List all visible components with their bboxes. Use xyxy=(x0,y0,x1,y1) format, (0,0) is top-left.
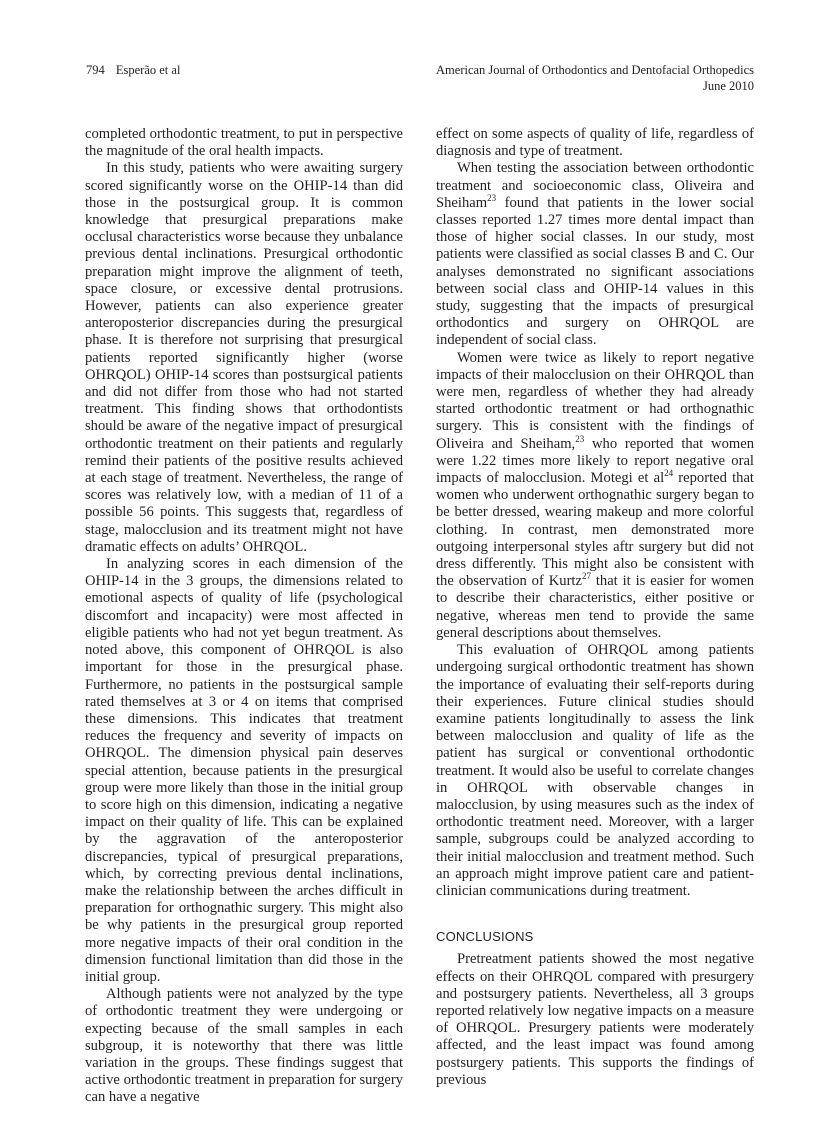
issue-date: June 2010 xyxy=(702,79,754,93)
right-column xyxy=(436,126,754,1089)
journal-title: American Journal of Orthodontics and Dentofacial Orthopedics xyxy=(436,63,754,77)
citation-ref: 23 xyxy=(575,433,585,444)
paragraph xyxy=(436,160,754,349)
running-head-right xyxy=(436,62,754,94)
running-head-left xyxy=(86,62,180,78)
text-run: that it is easier for women to describe their characteristics, either positive or negative, whereas men tend to provide the same general descriptions about themselves. xyxy=(436,573,755,641)
text-run: reported that women who underwent orthognathic surgery began to be better dressed, wearing makeup and more colorful clothing. In contrast, men demonstrated more outgoing interpersonal styles aftr surgery but did not dress differently. This might also be consistent with the observation of Kurtz xyxy=(436,470,754,590)
paragraph xyxy=(436,350,754,642)
paragraph: This evaluation of OHRQOL among patients undergoing surgical orthodontic treatment has shown the importance of evaluating their self-reports during their experiences. Future clinical studies should examine patients longitudinally to assess the link between malocclusion and quality of life as the patient has surgical or conventional orthodontic treatment. It would also be useful to correlate changes in OHRQOL with observable changes in malocclusion, by using measures such as the index of orthodontic treatment need. Moreover, with a larger sample, subgroups could be analyzed according to their initial malocclusion and treatment method. Such an approach might improve patient care and patient-clinician communications during treatment. xyxy=(436,642,754,899)
citation-ref: 24 xyxy=(664,468,674,479)
citation-ref: 27 xyxy=(581,571,591,582)
paragraph: Although patients were not analyzed by the type of orthodontic treatment they were undergoing or expecting because of the small samples in each subgroup, it is noteworthy that there was little variation in the groups. These findings suggest that active orthodontic treatment in preparation for surgery can have a negative xyxy=(85,986,403,1106)
page-number: 794 xyxy=(86,63,105,77)
author-line: Esperão et al xyxy=(115,63,181,77)
left-column xyxy=(85,126,403,1107)
citation-ref: 23 xyxy=(487,192,497,203)
paragraph: In analyzing scores in each dimension of the OHIP-14 in the 3 groups, the dimensions related to emotional aspects of quality of life (psychological discomfort and incapacity) were most affected in eligible patients who had not yet begun treatment. As noted above, this component of OHRQOL is also important for those in the presurgical phase. Furthermore, no patients in the postsurgical sample rated themselves at 3 or 4 on items that comprised these dimensions. This indicates that treatment reduces the frequency and severity of impacts on OHRQOL. The dimension physical pain deserves special attention, because patients in the presurgical group were more likely than those in the initial group to score high on this dimension, indicating a negative impact on their quality of life. This can be explained by the aggravation of the anteroposterior discrepancies, typical of presurgical preparations, which, by correcting previous dental inclinations, make the relationship between the arches difficult in preparation for orthognathic surgery. This might also be why patients in the presurgical group reported more negative impacts of their oral condition in the dimension functional limitation than did those in the initial group. xyxy=(85,556,403,985)
text-run: found that patients in the lower social classes reported 1.27 times more dental impact than those of higher social classes. In our study, most patients were classified as social classes B and C. Our analyses demonstrated no significant associations between social class and OHIP-14 values in this study, suggesting that the impacts of presurgical orthodontics and surgery on OHRQOL are independent of social class. xyxy=(436,194,754,349)
paragraph: completed orthodontic treatment, to put in perspective the magnitude of the oral health impacts. xyxy=(85,126,403,160)
section-heading-conclusions: CONCLUSIONS xyxy=(436,929,534,945)
paragraph: effect on some aspects of quality of life, regardless of diagnosis and type of treatment. xyxy=(436,126,754,160)
text-run: who reported that women were 1.22 times more likely to report negative oral impacts of malocclusion. Motegi et al xyxy=(436,435,754,487)
text-run: Women were twice as likely to report negative impacts of their malocclusion on their OHRQOL than were men, regardless of whether they had already started orthodontic treatment or had orthognathic surgery. This is consistent with the findings of Oliveira and Sheiham, xyxy=(436,349,754,452)
text-run: When testing the association between orthodontic treatment and socioeconomic class, Oliveira and Sheiham xyxy=(436,160,754,211)
paragraph: In this study, patients who were awaiting surgery scored significantly worse on the OHIP-14 than did those in the postsurgical group. It is common knowledge that presurgical preparations make occlusal characteristics worse because they unbalance previous dental inclinations. Presurgical orthodontic preparation might improve the alignment of teeth, space closure, or excessive dental protrusions. However, patients can also experience greater anteroposterior discrepancies during the presurgical phase. It is therefore not surprising that presurgical patients reported significantly higher (worse OHRQOL) OHIP-14 scores than postsurgical patients and did not differ from those who had not started treatment. This finding shows that orthodontists should be aware of the negative impact of presurgical orthodontic treatment on their patients and regularly remind their patients of the positive results achieved at each stage of treatment. Nevertheless, the range of scores was relatively low, with a median of 11 of a possible 56 points. This suggests that, regardless of stage, malocclusion and its treatment might not have dramatic effects on adults’ OHRQOL. xyxy=(85,160,403,555)
paragraph: Pretreatment patients showed the most negative effects on their OHRQOL compared with presurgery and postsurgery patients. Nevertheless, all 3 groups reported relatively low negative impacts on a measure of OHRQOL. Presurgery patients were moderately affected, and the least impact was found among postsurgery patients. This supports the findings of previous xyxy=(436,951,754,1088)
